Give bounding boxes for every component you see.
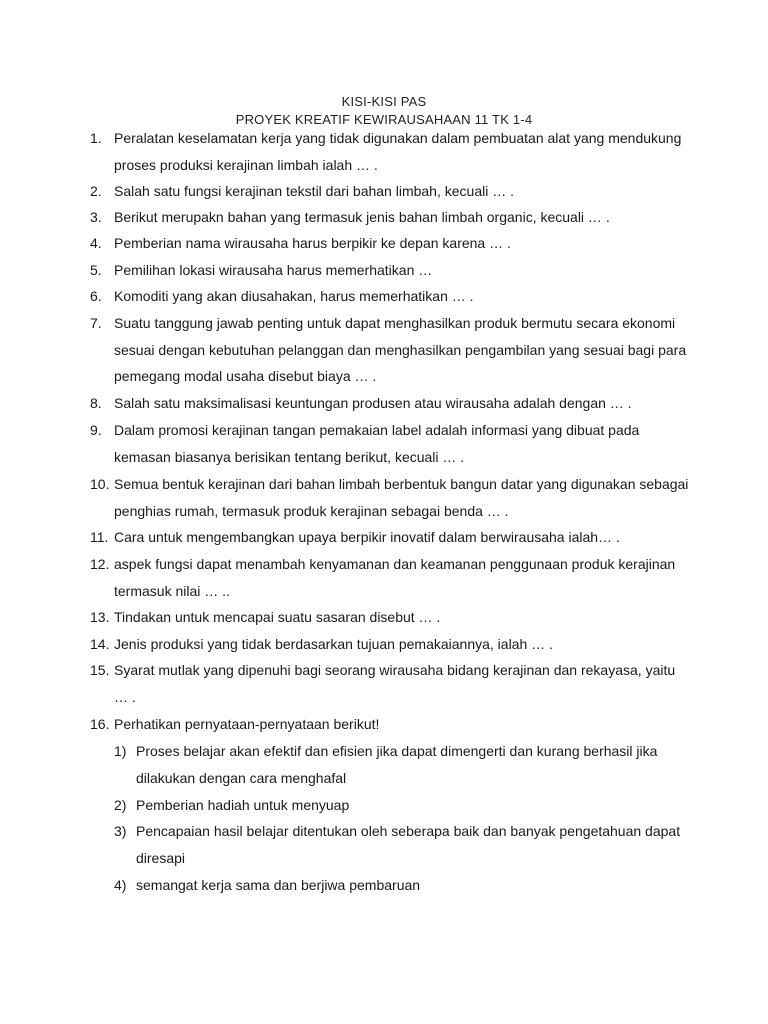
question-number: 9. (90, 422, 102, 438)
question-text: Pemberian nama wirausaha harus berpikir ke depan karena … . (114, 235, 511, 251)
question-4 (90, 230, 690, 257)
question-text: Jenis produksi yang tidak berdasarkan tujuan pemakaiannya, ialah … . (114, 636, 553, 652)
statement-number: 4) (114, 877, 127, 893)
question-number: 10. (90, 476, 110, 492)
question-text: Salah satu maksimalisasi keuntungan produsen atau wirausaha adalah dengan … . (114, 395, 632, 411)
question-text: Dalam promosi kerajinan tangan pemakaian label adalah informasi yang dibuat pada kemasan biasanya berisikan tentang berikut, kecuali … . (114, 422, 640, 465)
question-text: Salah satu fungsi kerajinan tekstil dari bahan limbah, kecuali … . (114, 183, 514, 199)
question-3 (90, 204, 690, 231)
question-2 (90, 178, 690, 205)
question-text: Cara untuk mengembangkan upaya berpikir inovatif dalam berwirausaha ialah… . (114, 529, 620, 545)
question-13 (90, 604, 690, 631)
document-title: KISI-KISI PAS (341, 94, 427, 109)
question-number: 5. (90, 262, 102, 278)
statement-number: 3) (114, 823, 127, 839)
question-number: 7. (90, 315, 102, 331)
question-7 (90, 310, 690, 390)
question-15 (90, 657, 690, 710)
statement-number: 1) (114, 743, 127, 759)
statement-2 (114, 792, 694, 819)
question-text: Perhatikan pernyataan-pernyataan berikut! (114, 716, 380, 732)
statement-3 (114, 818, 694, 871)
question-text: Pemilihan lokasi wirausaha harus memerhatikan … (114, 262, 433, 278)
question-number: 14. (90, 636, 110, 652)
question-number: 6. (90, 288, 102, 304)
question-number: 1. (90, 130, 102, 146)
question-1 (90, 125, 690, 178)
question-number: 13. (90, 609, 110, 625)
statement-text: Pencapaian hasil belajar ditentukan oleh seberapa baik dan banyak pengetahuan dapat diresapi (136, 823, 681, 866)
question-number: 8. (90, 395, 102, 411)
question-number: 11. (90, 529, 109, 545)
statement-text: Pemberian hadiah untuk menyuap (136, 797, 350, 813)
statement-number: 2) (114, 797, 127, 813)
question-9 (90, 417, 690, 470)
question-text: aspek fungsi dapat menambah kenyamanan dan keamanan penggunaan produk kerajinan termasuk nilai … .. (114, 556, 676, 599)
question-number: 3. (90, 209, 102, 225)
question-text: Berikut merupakn bahan yang termasuk jenis bahan limbah organic, kecuali … . (114, 209, 610, 225)
question-number: 15. (90, 662, 110, 678)
question-5 (90, 257, 690, 284)
statement-text: Proses belajar akan efektif dan efisien jika dapat dimengerti dan kurang berhasil jika dilakukan dengan cara menghafal (136, 743, 658, 786)
question-text: Tindakan untuk mencapai suatu sasaran disebut … . (114, 609, 441, 625)
question-10 (90, 471, 690, 524)
question-text: Suatu tanggung jawab penting untuk dapat menghasilkan produk bermutu secara ekonomi sesuai dengan kebutuhan pelanggan dan menghasilkan pengambilan yang sesuai bagi para pemegang modal usaha disebut biaya … . (114, 315, 687, 384)
statement-4 (114, 872, 694, 899)
question-number: 16. (90, 716, 110, 732)
question-8 (90, 390, 690, 417)
document-subtitle: PROYEK KREATIF KEWIRAUSAHAAN 11 TK 1-4 (235, 112, 533, 127)
question-number: 4. (90, 235, 102, 251)
question-number: 2. (90, 183, 102, 199)
question-number: 12. (90, 556, 110, 572)
question-11 (90, 524, 690, 551)
question-text: Komoditi yang akan diusahakan, harus memerhatikan … . (114, 288, 474, 304)
question-text: Syarat mutlak yang dipenuhi bagi seorang wirausaha bidang kerajinan dan rekayasa, yaitu … . (114, 662, 676, 705)
question-12 (90, 551, 690, 604)
question-14 (90, 631, 690, 658)
statement-1 (114, 738, 694, 791)
statement-text: semangat kerja sama dan berjiwa pembaruan (136, 877, 421, 893)
question-16 (90, 711, 690, 738)
question-text: Peralatan keselamatan kerja yang tidak digunakan dalam pembuatan alat yang mendukung proses produksi kerajinan limbah ialah … . (114, 130, 682, 173)
question-6 (90, 283, 690, 310)
question-text: Semua bentuk kerajinan dari bahan limbah berbentuk bangun datar yang digunakan sebagai penghias rumah, termasuk produk kerajinan sebagai benda … . (114, 476, 689, 519)
